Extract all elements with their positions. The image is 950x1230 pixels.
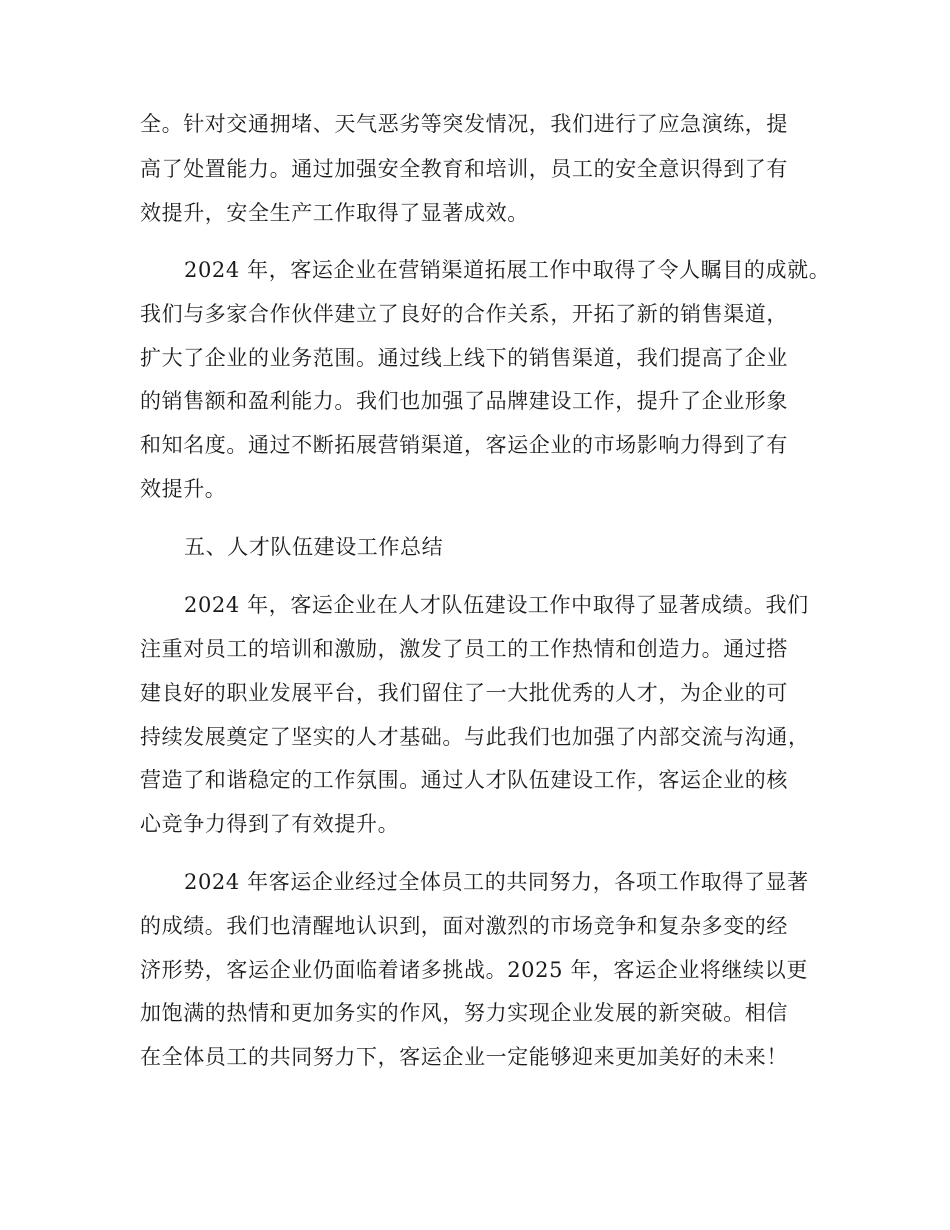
paragraph-line: 的销售额和盈利能力。我们也加强了品牌建设工作，提升了企业形象 [140,389,788,413]
paragraph-line: 效提升。 [140,477,227,501]
paragraph-line: 2024 年客运企业经过全体员工的共同努力，各项工作取得了显著 [184,870,809,894]
paragraph-line: 2024 年，客运企业在人才队伍建设工作中取得了显著成绩。我们 [184,593,809,617]
paragraph-line: 加饱满的热情和更加务实的作风，努力实现企业发展的新突破。相信 [140,1001,788,1025]
paragraph-line: 的成绩。我们也清醒地认识到，面对激烈的市场竞争和复杂多变的经 [140,914,788,938]
paragraph-line: 高了处置能力。通过加强安全教育和培训，员工的安全意识得到了有 [140,157,788,181]
paragraph-line: 济形势，客运企业仍面临着诸多挑战。2025 年，客运企业将继续以更 [140,958,808,982]
paragraph-line: 我们与多家合作伙伴建立了良好的合作关系，开拓了新的销售渠道， [140,302,788,326]
section-heading: 五、人才队伍建设工作总结 [184,535,444,559]
paragraph-line: 心竞争力得到了有效提升。 [140,812,400,836]
paragraph-line: 建良好的职业发展平台，我们留住了一大批优秀的人才，为企业的可 [140,681,788,705]
paragraph-line: 全。针对交通拥堵、天气恶劣等突发情况，我们进行了应急演练，提 [140,112,788,136]
paragraph-line: 效提升，安全生产工作取得了显著成效。 [140,201,529,225]
paragraph-line: 2024 年，客运企业在营销渠道拓展工作中取得了令人瞩目的成就。 [184,258,831,282]
paragraph-line: 扩大了企业的业务范围。通过线上线下的销售渠道，我们提高了企业 [140,346,788,370]
paragraph-line: 注重对员工的培训和激励，激发了员工的工作热情和创造力。通过搭 [140,637,788,661]
paragraph-line: 在全体员工的共同努力下，客运企业一定能够迎来更加美好的未来！ [140,1045,788,1069]
paragraph-line: 持续发展奠定了坚实的人才基础。与此我们也加强了内部交流与沟通， [140,725,810,749]
paragraph-line: 营造了和谐稳定的工作氛围。通过人才队伍建设工作，客运企业的核 [140,768,788,792]
paragraph-line: 和知名度。通过不断拓展营销渠道，客运企业的市场影响力得到了有 [140,433,788,457]
